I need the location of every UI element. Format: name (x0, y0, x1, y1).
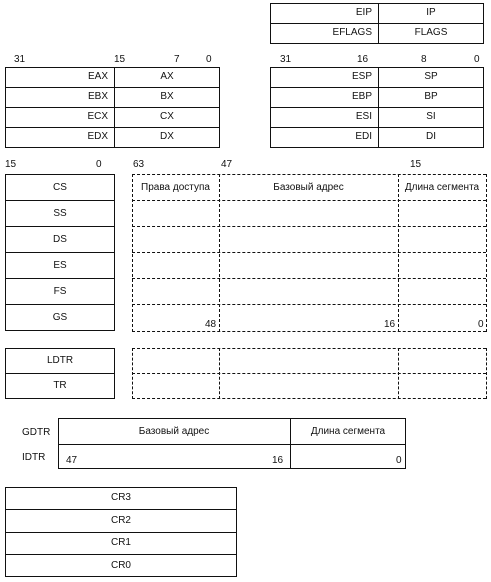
dashed-border (132, 174, 133, 332)
register-sp: SP (424, 71, 438, 82)
divider (5, 226, 115, 227)
register-esp: ESP (351, 71, 372, 82)
register-bx: BX (160, 91, 174, 102)
bit-label-16: 16 (357, 54, 369, 65)
register-eax: EAX (87, 71, 108, 82)
divider (5, 200, 115, 201)
register-ecx: ECX (87, 111, 108, 122)
bit-label-16: 16 (272, 455, 284, 466)
divider (270, 107, 484, 108)
register-es: ES (53, 260, 67, 271)
divider (270, 87, 484, 88)
register-fs: FS (53, 286, 67, 297)
register-gdtr-label: GDTR (22, 427, 51, 438)
dashed-border (132, 278, 486, 279)
register-edx: EDX (87, 131, 108, 142)
divider (5, 278, 115, 279)
register-gs: GS (52, 312, 68, 323)
dashed-border (132, 226, 486, 227)
bit-label-8: 8 (421, 54, 427, 65)
register-cx: CX (160, 111, 174, 122)
dashed-border (132, 174, 486, 175)
register-ds: DS (53, 234, 67, 245)
register-esi: ESI (355, 111, 372, 122)
dashed-border (132, 331, 486, 332)
header-base-address: Базовый адрес (273, 182, 344, 193)
bit-label-0: 0 (474, 54, 480, 65)
bit-label-7: 7 (174, 54, 180, 65)
register-bp: BP (424, 91, 438, 102)
bit-label-15: 15 (114, 54, 126, 65)
header-segment-limit: Длина сегмента (404, 182, 480, 193)
divider (5, 107, 220, 108)
register-ldtr: LDTR (46, 355, 74, 366)
register-eip: EIP (355, 7, 372, 18)
bit-label-0: 0 (96, 159, 102, 170)
bit-label-15: 15 (410, 159, 422, 170)
dashed-border (486, 174, 487, 332)
bit-label-47: 47 (66, 455, 78, 466)
dashed-border (132, 200, 486, 201)
register-tr: TR (53, 380, 67, 391)
dashed-border (219, 174, 220, 332)
bit-label-0: 0 (206, 54, 212, 65)
divider (5, 87, 220, 88)
register-cr0: CR0 (110, 560, 131, 571)
register-cr2: CR2 (110, 515, 131, 526)
bit-label-0: 0 (478, 319, 484, 330)
divider (58, 444, 406, 445)
bit-label-63: 63 (133, 159, 145, 170)
divider (5, 554, 237, 555)
register-flags: FLAGS (414, 27, 448, 38)
register-cs: CS (53, 182, 67, 193)
register-ebx: EBX (87, 91, 108, 102)
register-eflags: EFLAGS (332, 27, 372, 38)
divider (5, 252, 115, 253)
dashed-border (132, 252, 486, 253)
register-ebp: EBP (351, 91, 372, 102)
dashed-border (398, 174, 399, 332)
bit-label-0: 0 (396, 455, 402, 466)
divider (5, 532, 237, 533)
register-ip: IP (426, 7, 436, 18)
gdtr-segment-limit: Длина сегмента (310, 426, 386, 437)
register-idtr-label: IDTR (22, 452, 46, 463)
register-ss: SS (53, 208, 67, 219)
register-ax: AX (160, 71, 174, 82)
bit-label-31: 31 (14, 54, 26, 65)
divider (5, 127, 220, 128)
divider (5, 509, 237, 510)
divider (270, 23, 484, 24)
dashed-border (132, 373, 486, 374)
register-cr1: CR1 (110, 537, 131, 548)
dashed-border (486, 348, 487, 399)
bit-label-16: 16 (384, 319, 396, 330)
divider (5, 304, 115, 305)
divider (270, 127, 484, 128)
bit-label-31: 31 (280, 54, 292, 65)
bit-label-48: 48 (205, 319, 217, 330)
bit-label-47: 47 (221, 159, 233, 170)
register-edi: EDI (355, 131, 372, 142)
register-si: SI (426, 111, 436, 122)
dashed-border (132, 398, 486, 399)
header-access-rights: Права доступа (141, 182, 210, 193)
register-dx: DX (160, 131, 174, 142)
divider (5, 373, 115, 374)
register-cr3: CR3 (110, 492, 131, 503)
register-di: DI (426, 131, 436, 142)
dashed-border (132, 348, 486, 349)
bit-label-15: 15 (5, 159, 17, 170)
dashed-border (132, 304, 486, 305)
gdtr-base-address: Базовый адрес (138, 426, 210, 437)
